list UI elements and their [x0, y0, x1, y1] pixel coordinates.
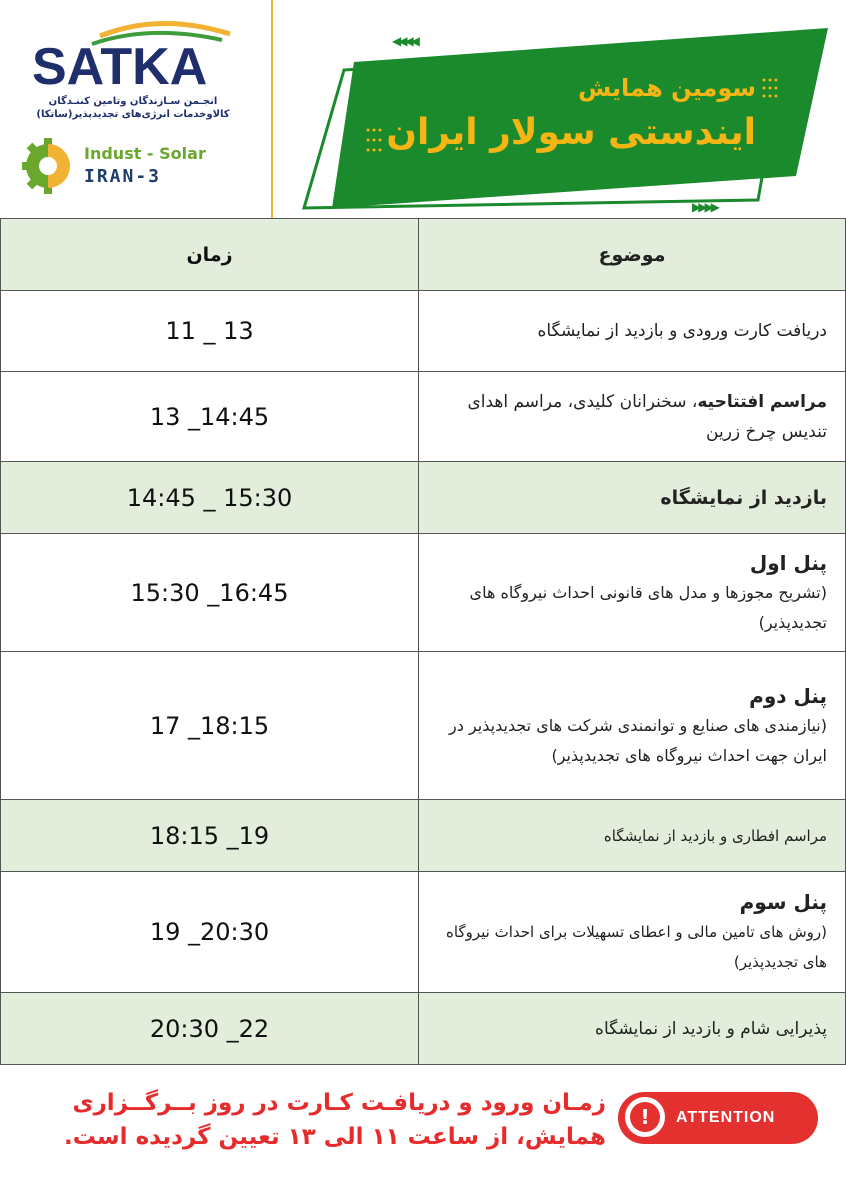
row-time: 15:30 _16:45 [1, 534, 419, 652]
satka-subtitle-line1: انجـمن سـازندگان وتامین کننـدگان [48, 96, 218, 107]
row-topic-bold: مراسم افتتاحیه [697, 391, 827, 412]
row-time: 13 _14:45 [1, 372, 419, 462]
panel-title: پنل سوم [739, 890, 827, 914]
row-topic [419, 872, 846, 993]
col-header-topic: موضوع [419, 219, 846, 291]
arrows-top: ◀◀◀◀ [392, 34, 417, 48]
row-topic [419, 534, 846, 652]
indust-line2: IRAN-3 [84, 166, 162, 187]
header-divider [271, 0, 273, 218]
table-row [1, 800, 846, 872]
row-topic: بازدید از نمایشگاه [419, 462, 846, 534]
panel-description: (روش های تامین مالی و اعطای تسهیلات برای احداث نیروگاه های تجدیدپذیر) [446, 923, 827, 971]
row-topic [419, 652, 846, 800]
satka-logo-text: SATKA [32, 38, 208, 96]
table-row [1, 993, 846, 1065]
row-topic: پذیرایی شام و بازدید از نمایشگاه [419, 993, 846, 1065]
row-topic: دریافت کارت ورودی و بازدید از نمایشگاه [419, 291, 846, 372]
panel-description: (نیازمندی های صنایع و توانمندی شرکت های تجدیدپذیر در ایران جهت احداث نیروگاه های تجدیدپذیر) [449, 715, 827, 765]
event-banner [296, 22, 836, 218]
row-time: 20:30 _22 [1, 993, 419, 1065]
table-header-row [1, 219, 846, 291]
arrows-bottom: ▶▶▶▶ [692, 200, 717, 214]
row-topic [419, 372, 846, 462]
row-time: 18:15 _19 [1, 800, 419, 872]
row-time: 14:45 _ 15:30 [1, 462, 419, 534]
exclamation-mark: ! [630, 1102, 660, 1132]
table-row [1, 291, 846, 372]
satka-subtitle [18, 95, 248, 121]
col-header-time: زمان [1, 219, 419, 291]
attention-text-line1: زمـان ورود و دریافـت کـارت در روز بــرگــزاری [72, 1090, 606, 1116]
row-time: 11 _ 13 [1, 291, 419, 372]
attention-text-line2: همایش، از ساعت ۱۱ الی ۱۳ تعیین گردیده است. [63, 1124, 606, 1150]
indust-solar-logo [20, 136, 260, 196]
attention-notice [0, 1068, 846, 1200]
banner-title-line2: ایندستی سولار ایران [386, 112, 756, 153]
satka-subtitle-line2: کالاوخدمات انرژی‌های تجدیدپذیر(ساتکا) [36, 109, 230, 120]
panel-description: (تشریح مجوزها و مدل های قانونی احداث نیروگاه های تجدیدپذیر) [469, 582, 827, 632]
table-row [1, 652, 846, 800]
exclamation-icon [622, 1094, 668, 1140]
header [0, 0, 846, 218]
panel-title: پنل اول [749, 550, 827, 575]
panel-title: پنل دوم [749, 683, 827, 708]
satka-logo [30, 18, 240, 98]
schedule-table [0, 218, 846, 1065]
row-time: 19 _20:30 [1, 872, 419, 993]
sun-gear-icon [20, 136, 76, 196]
row-topic-rest: ، سخنرانان کلیدی، مراسم اهدای تندیس چرخ زرین [467, 391, 827, 442]
attention-label: ATTENTION [676, 1109, 776, 1126]
table-row [1, 534, 846, 652]
banner-title-line1: سومین همایش [578, 74, 756, 102]
table-row [1, 462, 846, 534]
row-topic: مراسم افطاری و بازدید از نمایشگاه [419, 800, 846, 872]
table-row [1, 872, 846, 993]
row-time: 17 _18:15 [1, 652, 419, 800]
indust-line1: Indust - Solar [84, 144, 206, 163]
table-row [1, 372, 846, 462]
attention-text [26, 1086, 606, 1154]
